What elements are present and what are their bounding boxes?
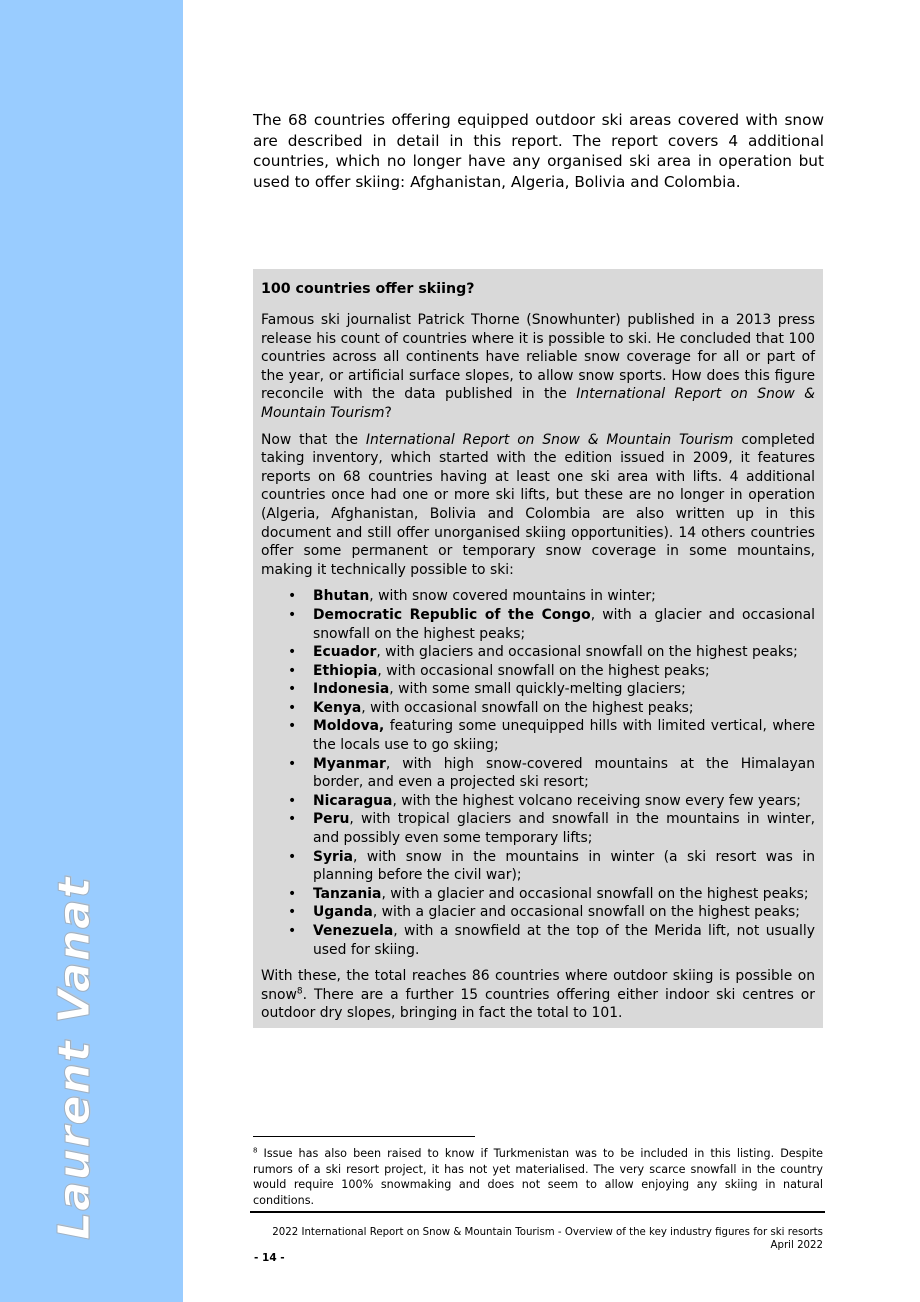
box-paragraph-2-text-b: completed taking inventory, which started with the edition issued in 2009, it features reports on 68 countries having at least one ski area with lifts. 4 additional countries once had one or more ski lifts, but these are no longer in operation (Algeria, Afghanistan, Bolivia and Colombia are also written up in this document and still offer unorganised skiing opportunities). 14 others countries offer some permanent or temporary snow coverage in some mountains, making it technically possible to ski: [261, 431, 815, 578]
box-paragraph-1-text-a: Famous ski journalist Patrick Thorne (Snowhunter) published in a 2013 press release his count of countries where it is possible to ski. He concluded that 100 countries across all continents have reliable snow coverage for all or part of the year, or artificial surface slopes, to allow snow sports. How does this figure reconcile with the data published in the [261, 312, 815, 403]
list-item [313, 885, 815, 904]
report-title-italic: International Report on Snow & Mountain Tourism [261, 386, 815, 421]
page-footer [253, 1226, 823, 1252]
box-paragraph-1-text-b: ? [384, 404, 392, 421]
country-description: featuring some unequipped hills with limited vertical, where the locals use to go skiing; [313, 718, 815, 754]
box-paragraph-3-text-b: . There are a further 15 countries offering either indoor ski centres or outdoor dry slopes, bringing in fact the total to 101. [261, 986, 815, 1022]
country-description: , with high snow-covered mountains at the Himalayan border, and even a projected ski resort; [313, 755, 815, 791]
country-description: , with snow covered mountains in winter; [369, 588, 656, 605]
list-item [313, 755, 815, 792]
country-name: Tanzania [313, 885, 382, 902]
list-item [313, 903, 815, 922]
country-name: Venezuela [313, 923, 394, 939]
country-name: Ecuador [313, 644, 377, 661]
list-item [313, 680, 815, 699]
list-item [313, 643, 815, 662]
country-name: Nicaragua [313, 792, 393, 809]
country-name: Syria [313, 848, 354, 865]
list-item [313, 810, 815, 847]
box-paragraph-1 [261, 311, 815, 423]
country-list [261, 587, 815, 959]
footnote [253, 1146, 823, 1208]
report-title-italic: International Report on Snow & Mountain Tourism [365, 431, 734, 448]
footnote-text: Issue has also been raised to know if Turkmenistan was to be included in this listing. Despite rumors of a ski resort project, it has not yet materialised. The very scarce snowfall in the country would require 100% snowmaking and does not seem to allow enjoying any skiing in natural conditions. [253, 1147, 823, 1207]
sidebar-band [0, 0, 183, 1302]
footnote-separator [253, 1136, 475, 1137]
country-name: Indonesia [313, 681, 390, 698]
country-description: , with the highest volcano receiving snow every few years; [392, 792, 801, 809]
country-description: , with a glacier and occasional snowfall on the highest peaks; [372, 904, 800, 921]
list-item [313, 606, 815, 643]
info-box [253, 269, 823, 1028]
author-name: Laurent Vanat [49, 876, 100, 1240]
box-paragraph-3 [261, 967, 815, 1023]
country-name: Bhutan [313, 588, 370, 605]
country-description: , with a glacier and occasional snowfall on the highest peaks; [381, 885, 809, 902]
box-title: 100 countries offer skiing? [261, 281, 475, 297]
footnote-reference[interactable]: 8 [296, 986, 303, 997]
footer-divider [250, 1211, 825, 1213]
list-item [313, 717, 815, 754]
country-name: Myanmar [313, 755, 386, 772]
country-name: Democratic Republic of the Congo [313, 606, 591, 623]
footer-report-title: 2022 International Report on Snow & Mountain Tourism - Overview of the key industry figures for ski resorts [272, 1227, 823, 1238]
country-description: , with tropical glaciers and snowfall in the mountains in winter, and possibly even some temporary lifts; [313, 811, 815, 847]
country-description: , with a glacier and occasional snowfall on the highest peaks; [313, 606, 816, 642]
box-paragraph-2-text-a: Now that the [261, 431, 366, 448]
list-item [313, 848, 815, 885]
list-item [313, 587, 815, 606]
country-name: Ethiopia [313, 662, 378, 679]
country-name: Moldova, [313, 718, 385, 735]
country-description: , with a snowfield at the top of the Merida lift, not usually used for skiing. [313, 923, 815, 958]
country-name: Peru [313, 811, 350, 828]
intro-paragraph: The 68 countries offering equipped outdoor ski areas covered with snow are described in detail in this report. The report covers 4 additional countries, which no longer have any organised ski area in operation but used to offer skiing: Afghanistan, Algeria, Bolivia and Colombia. [253, 111, 824, 191]
box-paragraph-2 [261, 431, 815, 580]
country-description: , with snow in the mountains in winter (a ski resort was in planning before the civil war); [313, 848, 815, 884]
box-paragraph-3-text-a: With these, the total reaches 86 countries where outdoor skiing is possible on snow [261, 968, 815, 1003]
country-description: , with some small quickly-melting glaciers; [389, 681, 686, 698]
list-item [313, 699, 815, 718]
country-description: , with occasional snowfall on the highest peaks; [377, 662, 710, 679]
footnote-mark: 8 [253, 1146, 258, 1155]
list-item [313, 662, 815, 681]
page-number: - 14 - [254, 1252, 285, 1264]
country-name: Uganda [313, 904, 373, 921]
list-item [313, 792, 815, 811]
country-name: Kenya [313, 699, 362, 716]
country-description: , with glaciers and occasional snowfall on the highest peaks; [376, 644, 798, 661]
list-item [313, 922, 815, 959]
country-description: , with occasional snowfall on the highest peaks; [361, 699, 694, 716]
footer-date: April 2022 [770, 1240, 823, 1251]
